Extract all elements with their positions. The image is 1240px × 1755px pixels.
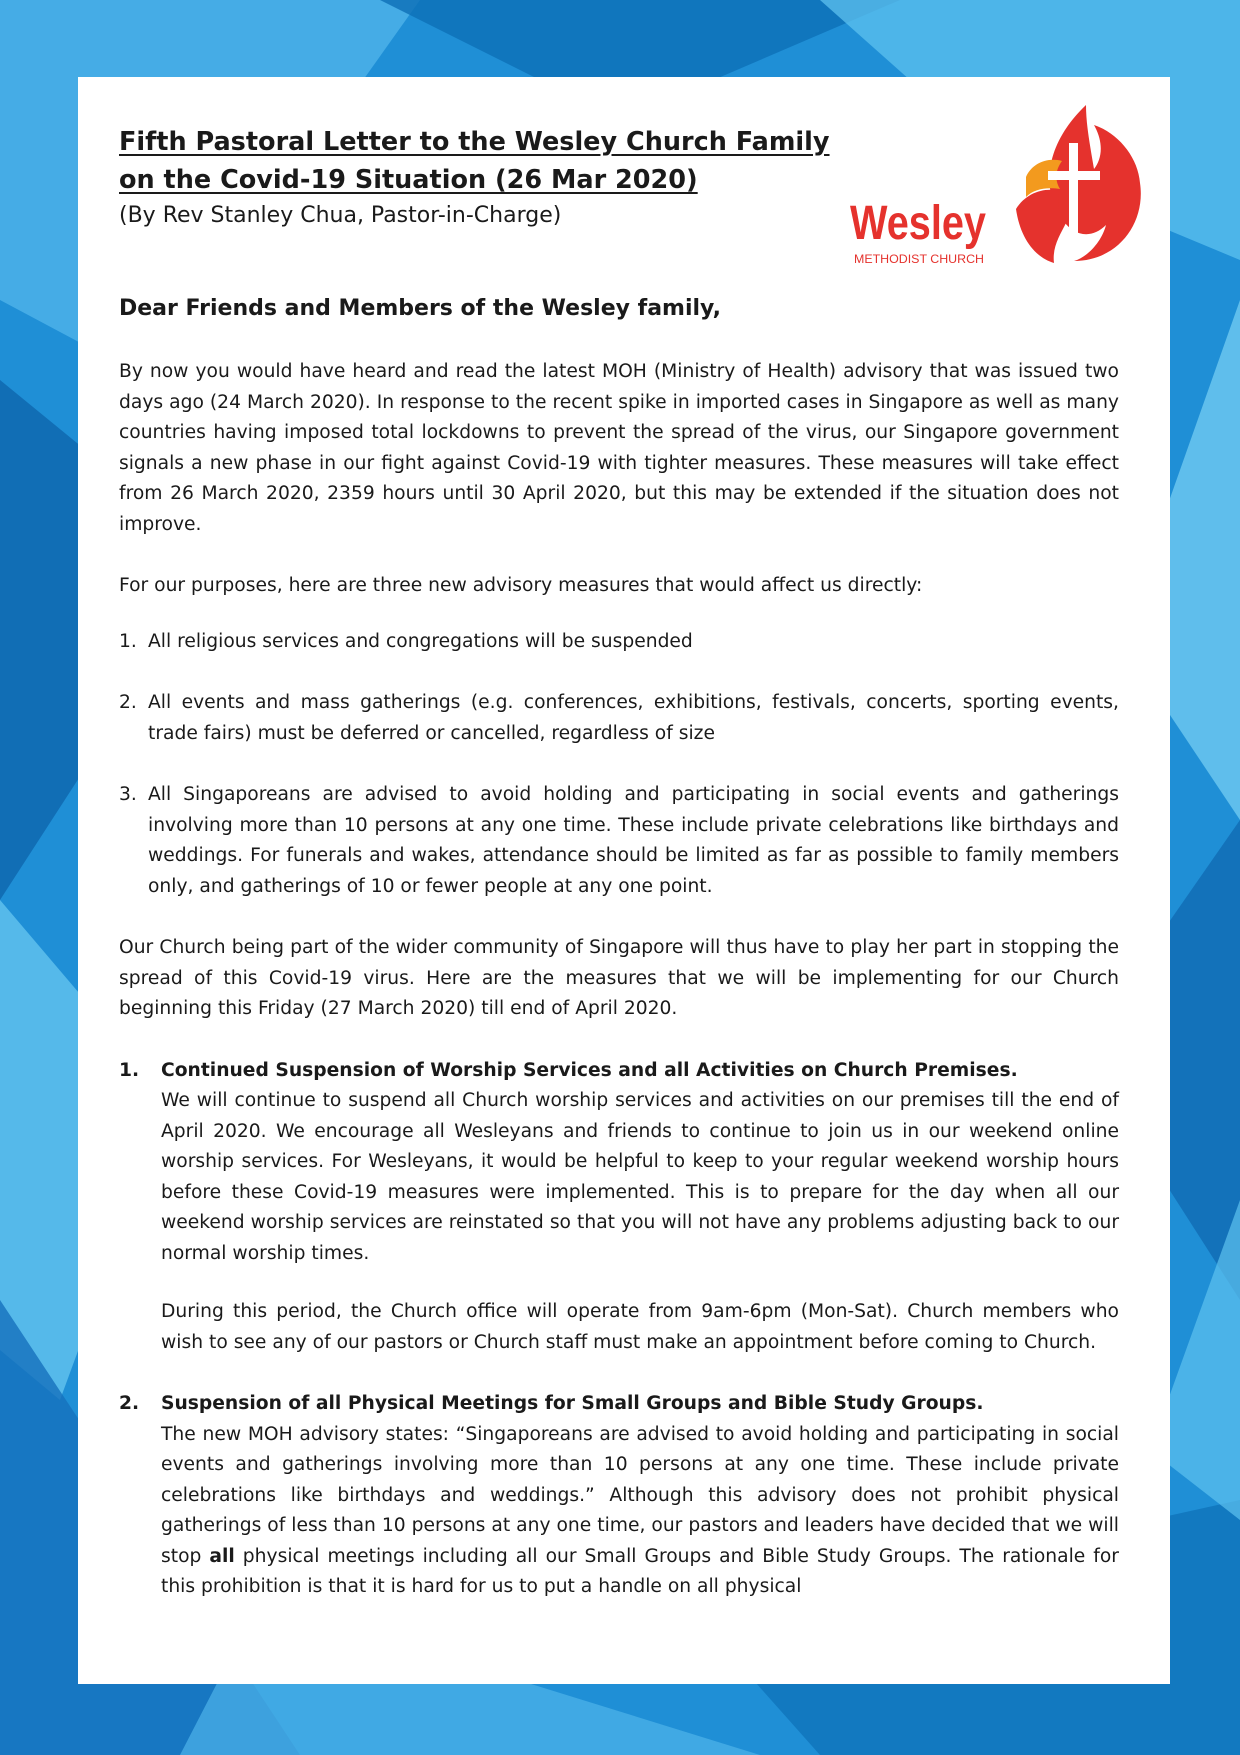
measure-paragraph: During this period, the Church office will operate from 9am-6pm (Mon-Sat). Church members who wish to see any of our pastors or Church staff must make an appointment before coming to Church. (161, 1301, 1119, 1353)
list-item-content (161, 1389, 1119, 1603)
list-item (119, 1056, 1119, 1359)
logo-wordmark: Wesley (850, 197, 987, 250)
letter-page (78, 77, 1170, 1684)
church-paragraph: Our Church being part of the wider community of Singapore will thus have to play her part in stopping the spread of this Covid-19 virus. Here are the measures that we will be implementing for our Church beginning this Friday (27 March 2020) till end of April 2020. (119, 937, 1119, 1019)
measure-text-segment: The new MOH advisory states: “Singaporeans are advised to avoid holding and participating in social events and gatherings involving more than 10 persons at any one time. These include private celebrations like birthdays and weddings.” Although this advisory does not prohibit physical gatherings of less than 10 persons at any one time, our pastors and leaders have decided that we will stop (161, 1423, 1119, 1567)
list-item (119, 688, 1119, 749)
measure-paragraph (161, 1420, 1119, 1603)
letter-salutation: Dear Friends and Members of the Wesley family, (119, 296, 722, 321)
measure-paragraph: We will continue to suspend all Church worship services and activities on our premises till the end of April 2020. We encourage all Wesleyans and friends to continue to join us in our weekend online worship services. For Wesleyans, it would be helpful to keep to your regular weekend worship hours before these Covid-19 measures were implemented. This is to prepare for the day when all our weekend worship services are reinstated so that you will not have any problems adjusting back to our normal worship times. (161, 1090, 1119, 1264)
list-item-content (161, 1056, 1119, 1359)
wesley-methodist-church-logo (848, 97, 1148, 282)
list-item (119, 627, 1119, 658)
list-item-text: All events and mass gatherings (e.g. conferences, exhibitions, festivals, concerts, sporting events, trade fairs) must be deferred or cancelled, regardless of size (148, 692, 1119, 744)
emphasis-text: all (209, 1545, 235, 1567)
letter-title (119, 123, 830, 199)
list-item-number: 1. (119, 1059, 140, 1081)
list-item-number: 1. (119, 630, 137, 652)
church-measures-list (119, 1056, 1119, 1603)
advisory-measures-list (119, 627, 1119, 903)
logo-subtitle: METHODIST CHURCH (854, 252, 984, 266)
list-item-number: 3. (119, 784, 137, 805)
intro-paragraph: By now you would have heard and read the latest MOH (Ministry of Health) advisory that was issued two days ago (24 March 2020). In response to the recent spike in imported cases in Singapore as well as many countries having imposed total lockdowns to prevent the spread of the virus, our Singapore government signals a new phase in our fight against Covid-19 with tighter measures. These measures will take effect from 26 March 2020, 2359 hours until 30 April 2020, but this may be extended if the situation does not improve. (119, 361, 1119, 535)
list-item-number: 2. (119, 1393, 140, 1414)
list-item-number: 2. (119, 692, 137, 713)
letter-byline: (By Rev Stanley Chua, Pastor-in-Charge) (119, 203, 562, 228)
list-item-text: All religious services and congregations will be suspended (148, 630, 693, 652)
letter-title-line-2: on the Covid-19 Situation (26 Mar 2020) (119, 165, 698, 195)
measure-heading: Continued Suspension of Worship Services and all Activities on Church Premises. (161, 1059, 1018, 1081)
list-item-text: All Singaporeans are advised to avoid holding and participating in social events and gatherings involving more than 10 persons at any one time. These include private celebrations like birthdays and weddings. For funerals and wakes, attendance should be limited as far as possible to family members only, and gatherings of 10 or fewer people at any one point. (148, 784, 1119, 897)
list-item (119, 780, 1119, 902)
measure-heading: Suspension of all Physical Meetings for Small Groups and Bible Study Groups. (161, 1393, 984, 1414)
list-item (119, 1389, 1119, 1603)
purposes-paragraph: For our purposes, here are three new advisory measures that would affect us directly: (119, 575, 923, 596)
measure-text-segment: physical meetings including all our Small Groups and Bible Study Groups. The rationale for this prohibition is that it is hard for us to put a handle on all physical (161, 1545, 1119, 1597)
letter-title-line-1: Fifth Pastoral Letter to the Wesley Church Family (119, 127, 830, 157)
letter-body (119, 357, 1119, 1634)
